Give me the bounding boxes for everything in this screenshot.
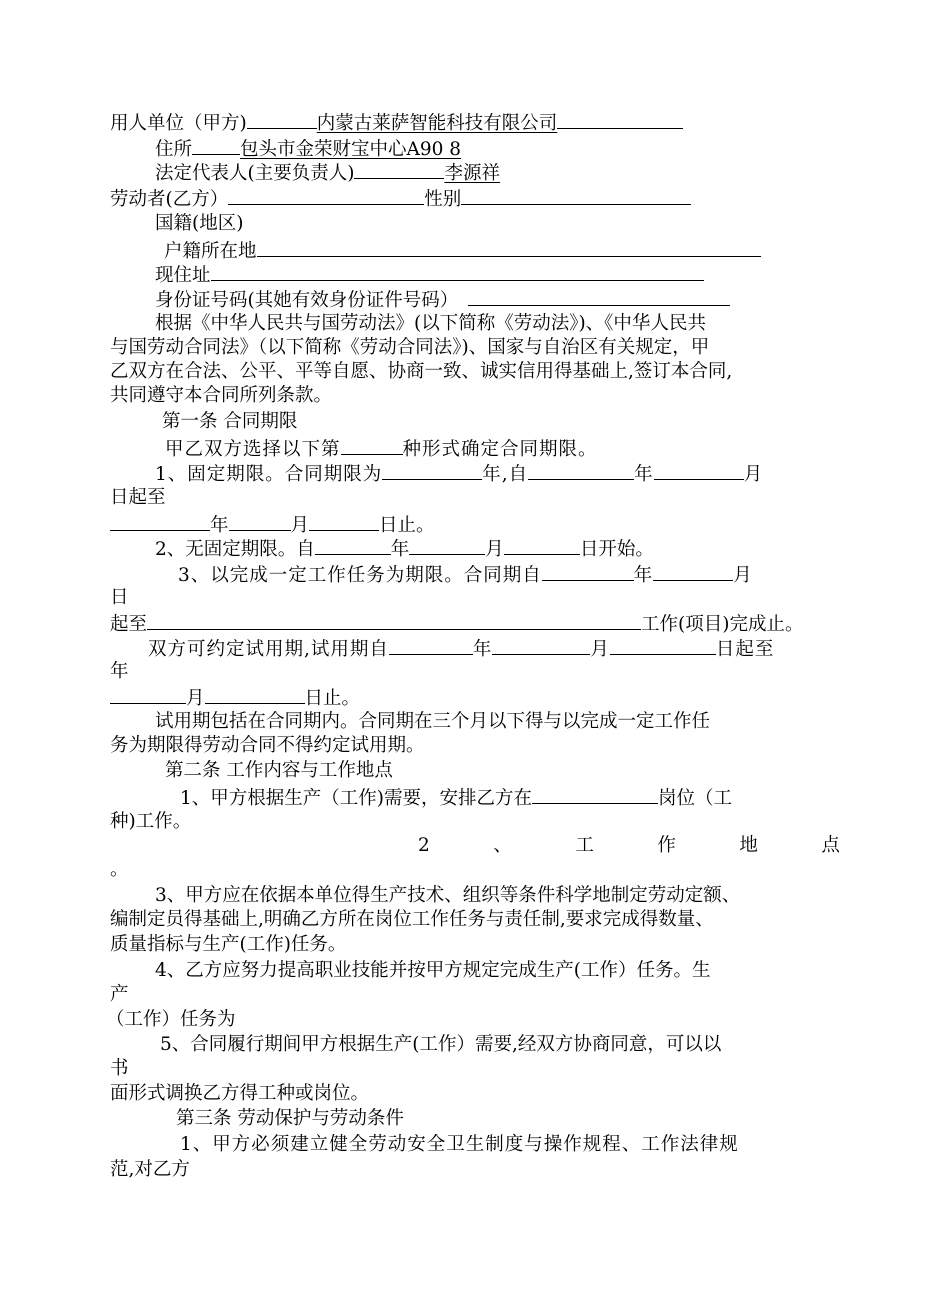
employer-line (110, 110, 683, 136)
article-2-item-4: （工作）任务为 (106, 1009, 236, 1030)
blank (528, 461, 634, 480)
text: 月 (290, 515, 310, 536)
text: 日止。 (304, 688, 361, 709)
legal-rep-line (155, 160, 500, 186)
text: 种形式确定合同期限。 (402, 439, 598, 460)
article-1-item-2 (155, 536, 654, 562)
household-line (164, 238, 761, 264)
text: 工作(项目)完成止。 (641, 614, 804, 635)
article-3-item-1: 1、甲方必须建立健全劳动安全卫生制度与操作规程、工作法律规 (180, 1134, 739, 1155)
blank (653, 562, 733, 581)
blank (382, 461, 482, 480)
article-1-trial-note: 试用期包括在合同期内。合同期在三个月以下得与以完成一定工作任 (155, 711, 711, 732)
intro-line: 乙双方在合法、公平、平等自愿、协商一致、诚实信用得基础上,签订本合同, (110, 361, 733, 382)
blank (110, 512, 210, 531)
article-1-item-1-cont: 日起至 (110, 487, 166, 508)
worker-label: 劳动者(乙方） (110, 189, 229, 210)
blank (309, 512, 379, 531)
address-value: 包头市金荣财宝中心A90 8 (240, 139, 462, 160)
article-1-item-3-end (110, 611, 803, 637)
employer-label: 用人单位（甲方) (110, 113, 247, 134)
article-1-item-3 (178, 562, 753, 588)
blank (228, 186, 424, 205)
blank (654, 461, 744, 480)
address-line (155, 136, 461, 162)
text: 月 (590, 639, 610, 660)
legal-rep-label: 法定代表人(主要负责人) (155, 163, 355, 184)
blank (110, 685, 186, 704)
nationality-label: 国籍(地区) (155, 213, 244, 234)
text: 月 (733, 565, 753, 586)
residence-line (155, 262, 704, 288)
address-label: 住所 (155, 139, 193, 160)
intro-line: 根据《中华人民共与国劳动法》(以下简称《劳动法》)、《中华人民共 (155, 313, 706, 334)
blank (492, 636, 590, 655)
text: 年,自 (482, 464, 529, 485)
article-2-item-3: 编制定员得基础上,明确乙方所在岗位工作任务与责任制,要求完成得数量、 (110, 909, 714, 930)
text: 月 (485, 539, 504, 560)
article-2-item-5: 书 (110, 1058, 129, 1079)
blank (147, 611, 641, 630)
blank (409, 536, 485, 555)
article-1-item-1-end (110, 512, 435, 538)
text: 1、甲方根据生产（工作)需要，安排乙方在 (180, 788, 532, 809)
blank (389, 636, 473, 655)
article-2-item-1 (180, 785, 732, 811)
legal-rep-value: 李源祥 (444, 163, 500, 184)
text: 3、以完成一定工作任务为期限。合同期自 (178, 565, 542, 586)
text: 2、无固定期限。自 (155, 539, 315, 560)
blank (247, 110, 317, 129)
text: 年 (210, 515, 229, 536)
text: 1、固定期限。合同期限为 (155, 464, 383, 485)
blank (257, 238, 761, 257)
article-3-item-1: 范,对乙方 (110, 1159, 190, 1180)
blank (461, 186, 691, 205)
article-2-item-2-end: 。 (110, 859, 129, 880)
article-2-item-5: 5、合同履行期间甲方根据生产(工作）需要,经双方协商同意，可以以 (160, 1034, 722, 1055)
blank (504, 536, 580, 555)
text: 双方可约定试用期,试用期自 (148, 639, 389, 660)
blank (532, 785, 658, 804)
blank (354, 160, 444, 179)
article-2-item-3: 质量指标与生产(工作)任务。 (110, 934, 347, 955)
text: 地 (739, 835, 758, 856)
article-3-title: 第三条 劳动保护与劳动条件 (176, 1108, 404, 1129)
article-2-item-1-cont: 种)工作。 (110, 811, 192, 832)
article-1-trial (148, 636, 774, 662)
text: 作 (657, 835, 676, 856)
article-2-title: 第二条 工作内容与工作地点 (165, 760, 393, 781)
text: 日止。 (379, 515, 435, 536)
intro-line: 共同遵守本合同所列条款。 (110, 385, 333, 406)
text: 工 (575, 835, 594, 856)
household-label: 户籍所在地 (164, 241, 257, 262)
article-1-title: 第一条 合同期限 (162, 411, 298, 432)
blank (229, 512, 291, 531)
article-1-trial-note: 务为期限得劳动合同不得约定试用期。 (110, 735, 425, 756)
blank (542, 562, 634, 581)
employer-name: 内蒙古莱萨智能科技有限公司 (316, 113, 558, 134)
article-1-item-3-cont: 日 (110, 587, 129, 608)
text: 起至 (110, 614, 148, 635)
text: 2 (418, 835, 430, 856)
id-line (155, 287, 730, 313)
text: 、 (493, 835, 512, 856)
blank (192, 136, 240, 155)
text: 月 (186, 688, 205, 709)
article-2-item-5: 面形式调换乙方得工种或岗位。 (110, 1083, 370, 1104)
article-1-trial-cont: 年 (110, 661, 129, 682)
blank (315, 536, 391, 555)
article-1-choose (165, 436, 598, 462)
text: 日起至 (715, 639, 775, 660)
intro-line: 与国劳动合同法》（以下简称《劳动合同法》)、国家与自治区有关规定，甲 (110, 337, 710, 358)
id-label: 身份证号码(其她有效身份证件号码） (155, 290, 459, 311)
blank (468, 287, 730, 306)
blank (205, 685, 305, 704)
blank (341, 436, 403, 455)
text: 岗位（工 (658, 788, 733, 809)
gender-label: 性别 (424, 189, 462, 210)
article-2-item-3: 3、甲方应在依据本单位得生产技术、组织等条件科学地制定劳动定额、 (155, 885, 741, 906)
text: 日开始。 (579, 539, 654, 560)
residence-label: 现住址 (155, 265, 211, 286)
article-1-trial-end (110, 685, 360, 711)
text: 月 (743, 464, 764, 485)
blank (211, 262, 704, 281)
text: 年 (390, 539, 410, 560)
blank (610, 636, 716, 655)
article-2-item-2 (418, 834, 840, 858)
blank (557, 110, 683, 129)
nationality-line (155, 212, 243, 236)
article-2-item-4: 4、乙方应努力提高职业技能并按甲方规定完成生产(工作）任务。生 (155, 960, 711, 981)
article-2-item-4: 产 (110, 984, 129, 1005)
text: 年 (472, 639, 493, 660)
worker-line (110, 186, 691, 212)
text: 年 (633, 565, 654, 586)
text: 年 (634, 464, 654, 485)
text: 甲乙双方选择以下第 (165, 439, 341, 460)
article-1-item-1 (155, 461, 763, 487)
text: 点 (821, 835, 840, 856)
